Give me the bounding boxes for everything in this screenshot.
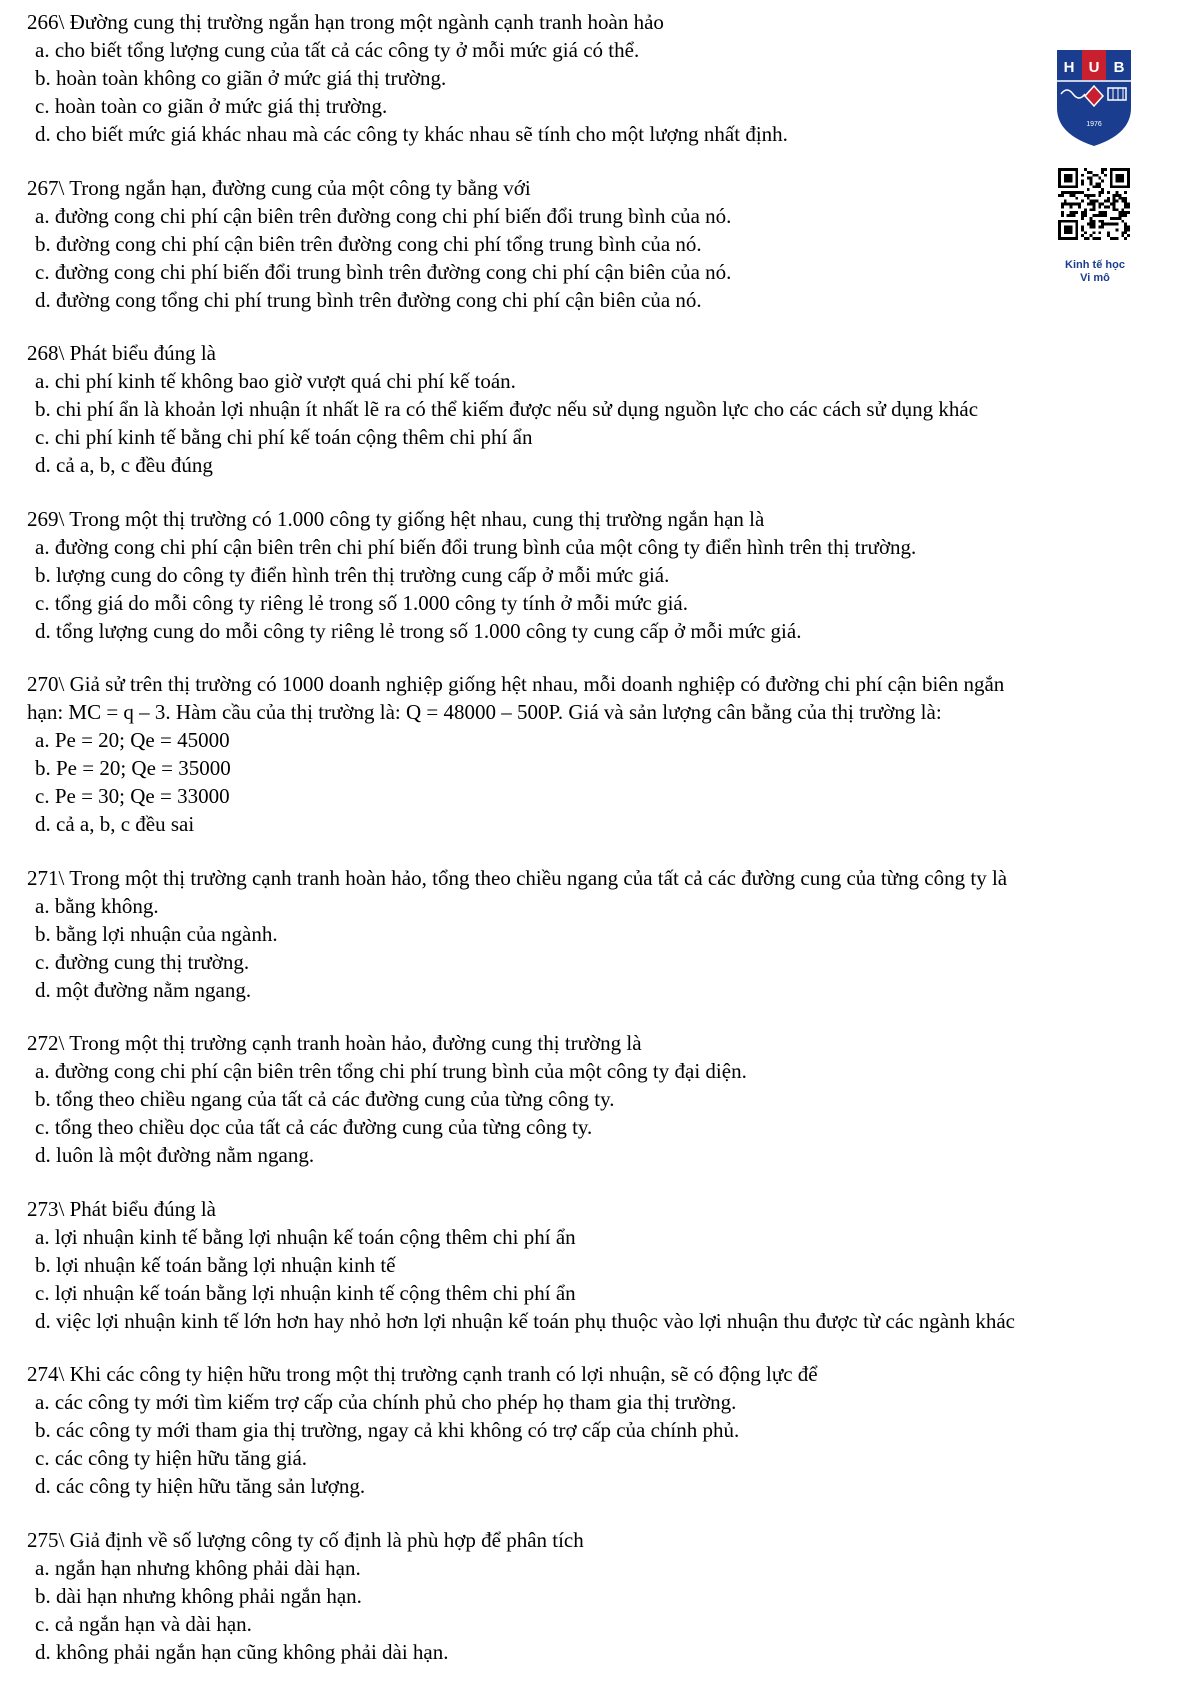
answer-option: b. chi phí ẩn là khoản lợi nhuận ít nhất lẽ ra có thể kiếm được nếu sử dụng nguồn lực cho các cách sử dụng khác <box>35 397 979 421</box>
question-block <box>25 1029 1175 1169</box>
answer-option: b. các công ty mới tham gia thị trường, ngay cả khi không có trợ cấp của chính phủ. <box>35 1418 740 1442</box>
answer-option: a. đường cong chi phí cận biên trên chi phí biến đổi trung bình của một công ty điển hình trên thị trường. <box>35 534 917 559</box>
question-block <box>25 339 1175 479</box>
answer-option: c. đường cung thị trường. <box>35 949 250 974</box>
question-block <box>25 1195 1175 1335</box>
answer-option: b. bằng lợi nhuận của ngành. <box>35 921 278 946</box>
question-stem: 271\ Trong một thị trường cạnh tranh hoàn hảo, tổng theo chiều ngang của tất cả các đường cung của từng công ty là <box>27 865 1008 890</box>
answer-option: b. lợi nhuận kế toán bằng lợi nhuận kinh tế <box>35 1252 396 1277</box>
question-block <box>25 174 1175 314</box>
answer-option: c. chi phí kinh tế bằng chi phí kế toán cộng thêm chi phí ẩn <box>35 425 533 449</box>
answer-option: c. các công ty hiện hữu tăng giá. <box>35 1446 308 1470</box>
answer-option: c. cả ngắn hạn và dài hạn. <box>35 1611 252 1636</box>
answer-option: a. các công ty mới tìm kiếm trợ cấp của chính phủ cho phép họ tham gia thị trường. <box>35 1390 737 1414</box>
logo-year: 1976 <box>1086 121 1102 128</box>
answer-option: d. cho biết mức giá khác nhau mà các công ty khác nhau sẽ tính cho một lượng nhất định. <box>35 122 788 146</box>
answer-option: b. dài hạn nhưng không phải ngắn hạn. <box>35 1583 362 1608</box>
answer-option: a. cho biết tổng lượng cung của tất cả các công ty ở mỗi mức giá có thể. <box>35 38 640 62</box>
answer-option: c. tổng giá do mỗi công ty riêng lẻ trong số 1.000 công ty tính ở mỗi mức giá. <box>35 590 688 615</box>
answer-option: a. bằng không. <box>35 893 159 918</box>
answer-option: a. đường cong chi phí cận biên trên tổng chi phí trung bình của một công ty đại diện. <box>35 1059 747 1083</box>
question-block <box>25 1526 1175 1666</box>
hub-logo <box>1055 48 1133 148</box>
question-stem: 267\ Trong ngắn hạn, đường cung của một công ty bằng với <box>27 175 531 200</box>
logo-letter-u: U <box>1088 59 1100 76</box>
answer-option: d. cả a, b, c đều đúng <box>35 453 213 477</box>
question-block <box>25 1360 1175 1500</box>
answer-option: a. lợi nhuận kinh tế bằng lợi nhuận kế toán cộng thêm chi phí ẩn <box>35 1224 576 1249</box>
question-stem: 270\ Giả sử trên thị trường có 1000 doanh nghiệp giống hệt nhau, mỗi doanh nghiệp có đường chi phí cận biên ngắn <box>27 672 1005 696</box>
answer-option: d. không phải ngắn hạn cũng không phải dài hạn. <box>35 1639 449 1664</box>
answer-option: b. hoàn toàn không co giãn ở mức giá thị trường. <box>35 66 447 90</box>
answer-option: d. cả a, b, c đều sai <box>35 812 195 836</box>
question-stem: 269\ Trong một thị trường có 1.000 công ty giống hệt nhau, cung thị trường ngắn hạn là <box>27 506 765 531</box>
logo-letter-h: H <box>1063 59 1075 76</box>
answer-option: d. một đường nằm ngang. <box>35 977 252 1002</box>
question-block <box>25 864 1175 1004</box>
question-block <box>25 505 1175 645</box>
answer-option: b. Pe = 20; Qe = 35000 <box>35 756 231 780</box>
answer-option: d. đường cong tổng chi phí trung bình trên đường cong chi phí cận biên của nó. <box>35 287 702 312</box>
question-stem: 268\ Phát biểu đúng là <box>27 341 216 365</box>
question-stem: 266\ Đường cung thị trường ngắn hạn trong một ngành cạnh tranh hoàn hảo <box>27 10 664 34</box>
answer-option: d. tổng lượng cung do mỗi công ty riêng lẻ trong số 1.000 công ty cung cấp ở mỗi mức giá. <box>35 618 802 643</box>
answer-option: d. luôn là một đường nằm ngang. <box>35 1143 315 1167</box>
question-stem: 273\ Phát biểu đúng là <box>27 1196 216 1221</box>
answer-option: c. Pe = 30; Qe = 33000 <box>35 784 230 808</box>
answer-option: b. tổng theo chiều ngang của tất cả các đường cung của từng công ty. <box>35 1087 615 1111</box>
answer-option: c. đường cong chi phí biến đổi trung bình trên đường cong chi phí cận biên của nó. <box>35 259 732 284</box>
answer-option: b. lượng cung do công ty điển hình trên thị trường cung cấp ở mỗi mức giá. <box>35 562 670 587</box>
question-stem: 272\ Trong một thị trường cạnh tranh hoàn hảo, đường cung thị trường là <box>27 1031 642 1055</box>
answer-option: c. lợi nhuận kế toán bằng lợi nhuận kinh tế cộng thêm chi phí ẩn <box>35 1280 576 1305</box>
caption-line2: Vi mô <box>1080 272 1110 284</box>
question-list <box>25 8 1175 1691</box>
answer-option: c. tổng theo chiều dọc của tất cả các đường cung của từng công ty. <box>35 1115 593 1139</box>
caption-line1: Kinh tế học <box>1065 259 1125 271</box>
answer-option: a. chi phí kinh tế không bao giờ vượt quá chi phí kế toán. <box>35 369 516 393</box>
question-stem: 274\ Khi các công ty hiện hữu trong một thị trường cạnh tranh có lợi nhuận, sẽ có động lực để <box>27 1362 818 1386</box>
qr-code[interactable] <box>1058 168 1130 240</box>
answer-option: a. ngắn hạn nhưng không phải dài hạn. <box>35 1555 361 1580</box>
answer-option: a. Pe = 20; Qe = 45000 <box>35 728 230 752</box>
question-block <box>25 670 1175 838</box>
logo-letter-b: B <box>1113 59 1125 76</box>
answer-option: a. đường cong chi phí cận biên trên đường cong chi phí biến đổi trung bình của nó. <box>35 203 732 228</box>
question-stem: hạn: MC = q – 3. Hàm cầu của thị trường là: Q = 48000 – 500P. Giá và sản lượng cân bằng của thị trường là: <box>27 700 942 724</box>
course-caption <box>1040 259 1150 285</box>
question-stem: 275\ Giả định về số lượng công ty cố định là phù hợp để phân tích <box>27 1527 584 1552</box>
answer-option: b. đường cong chi phí cận biên trên đường cong chi phí tổng trung bình của nó. <box>35 231 702 256</box>
answer-option: c. hoàn toàn co giãn ở mức giá thị trường. <box>35 94 388 118</box>
question-block <box>25 8 1175 148</box>
answer-option: d. các công ty hiện hữu tăng sản lượng. <box>35 1474 366 1498</box>
answer-option: d. việc lợi nhuận kinh tế lớn hơn hay nhỏ hơn lợi nhuận kế toán phụ thuộc vào lợi nhuận thu được từ các ngành khác <box>35 1308 1015 1333</box>
